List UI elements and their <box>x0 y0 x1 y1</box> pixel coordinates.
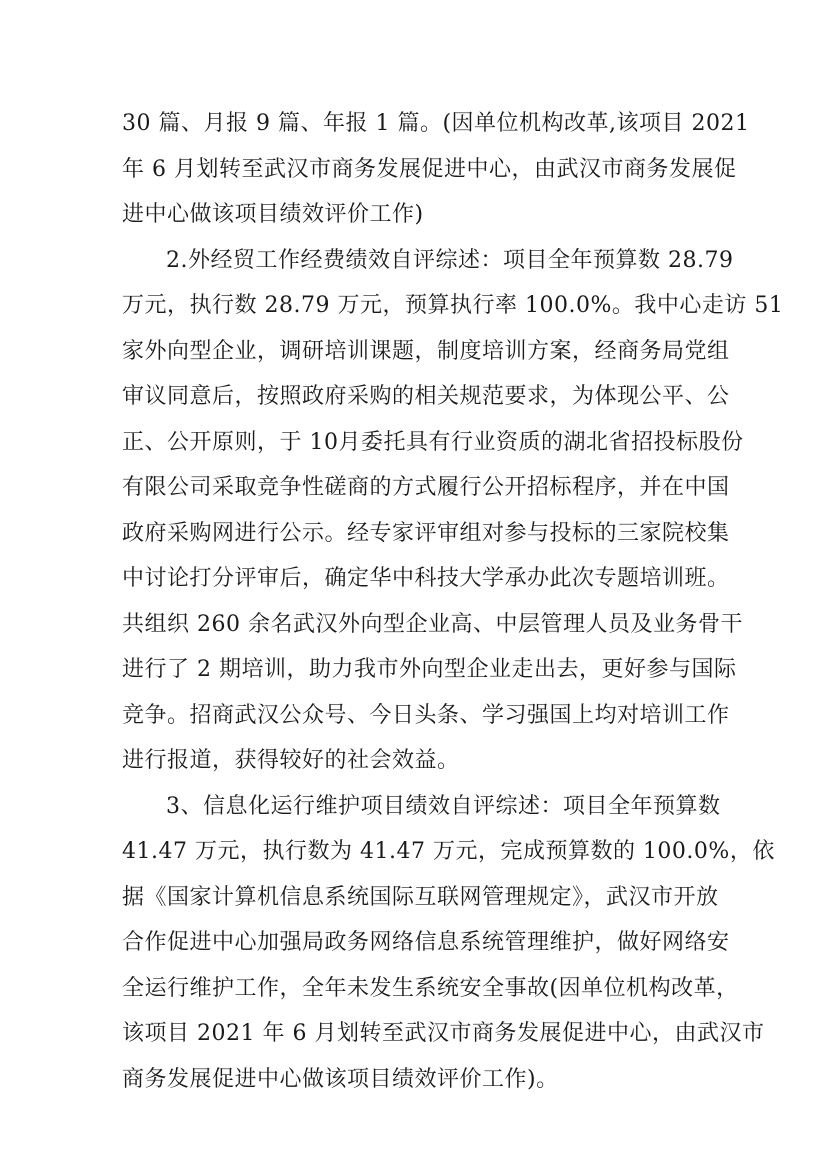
text-line: 进行报道，获得较好的社会效益。 <box>122 748 460 773</box>
text-line: 全运行维护工作，全年未发生系统安全事故(因单位机构改革， <box>122 976 739 1001</box>
text-line: 竞争。招商武汉公众号、今日头条、学习强国上均对培训工作 <box>122 703 730 728</box>
text-line: 进中心做该项目绩效评价工作) <box>122 202 424 227</box>
text-line: 中讨论打分评审后，确定华中科技大学承办此次专题培训班。 <box>122 566 730 591</box>
text-line: 审议同意后，按照政府采购的相关规范要求，为体现公平、公 <box>122 384 730 409</box>
paragraph-first-line: 3、信息化运行维护项目绩效自评综述：项目全年预算数 <box>166 794 721 819</box>
text-line: 共组织 260 余名武汉外向型企业高、中层管理人员及业务骨干 <box>122 612 743 637</box>
text-line: 年 6 月划转至武汉市商务发展促进中心，由武汉市商务发展促 <box>122 157 737 182</box>
text-line: 万元，执行数 28.79 万元，预算执行率 100.0%。我中心走访 51 <box>122 293 784 318</box>
text-line: 有限公司采取竞争性磋商的方式履行公开招标程序，并在中国 <box>122 475 730 500</box>
text-line: 政府采购网进行公示。经专家评审组对参与投标的三家院校集 <box>122 521 730 546</box>
text-line: 30 篇、月报 9 篇、年报 1 篇。(因单位机构改革,该项目 2021 <box>122 111 750 136</box>
text-line: 该项目 2021 年 6 月划转至武汉市商务发展促进中心，由武汉市 <box>122 1021 765 1046</box>
text-line: 商务发展促进中心做该项目绩效评价工作)。 <box>122 1067 559 1092</box>
text-line: 合作促进中心加强局政务网络信息系统管理维护，做好网络安 <box>122 930 730 955</box>
paragraph-first-line: 2.外经贸工作经费绩效自评综述：项目全年预算数 28.79 <box>166 248 734 273</box>
text-line: 进行了 2 期培训，助力我市外向型企业走出去，更好参与国际 <box>122 657 737 682</box>
text-line: 据《国家计算机信息系统国际互联网管理规定》，武汉市开放 <box>122 885 719 910</box>
text-line: 正、公开原则，于 10月委托具有行业资质的湖北省招投标股份 <box>122 430 744 455</box>
text-line: 家外向型企业，调研培训课题，制度培训方案，经商务局党组 <box>122 339 730 364</box>
text-line: 41.47 万元，执行数为 41.47 万元，完成预算数的 100.0%，依 <box>122 839 775 864</box>
